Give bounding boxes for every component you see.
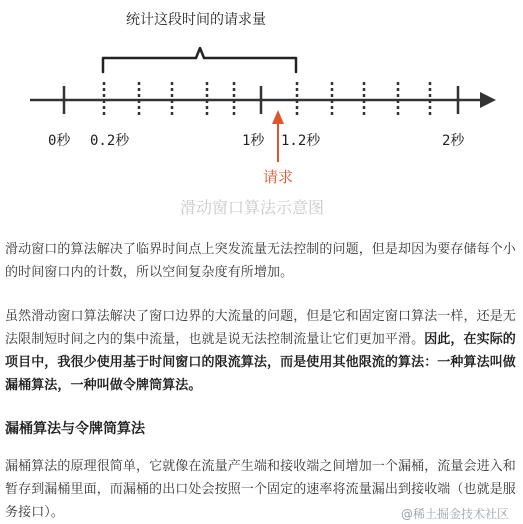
request-label: 请求: [262, 168, 294, 186]
tick-label-1s: 1秒: [242, 133, 265, 149]
paragraph-sliding-window-summary: 滑动窗口的算法解决了临界时间点上突发流量无法控制的问题，但是却因为要存储每个小的时间窗口内的计数，所以空间复杂度有所增加。: [5, 242, 516, 280]
tick-label-1.2s: 1.2秒: [281, 133, 321, 149]
tick-label-0s: 0秒: [48, 133, 71, 149]
figure-caption: 滑动窗口算法示意图: [179, 198, 325, 217]
paragraph-bold-text: 因此，在实际的项目中，我很少使用基于时间窗口的限流算法，而是使用其他限流的算法：一种算法叫做漏桶算法，一种叫做令牌筒算法。: [5, 332, 516, 393]
request-arrow-head: [272, 110, 284, 124]
paragraph-leaky-bucket: 漏桶算法的原理很简单，它就像在流量产生端和接收端之间增加一个漏桶，流量会进入和暂存到漏桶里面，而漏桶的出口处会按照一个固定的速率将流量漏出到接收端（也就是服务接口）。: [5, 459, 516, 520]
axis-arrowhead: [480, 92, 496, 108]
tick-label-0.2s: 0.2秒: [90, 133, 130, 149]
paragraph-plain-text: 虽然滑动窗口算法解决了窗口边界的大流量的问题，但是它和固定窗口算法一样，还是无法限制短时间之内的集中流量，也就是说无法控制流量让它们更加平滑。: [5, 309, 516, 347]
watermark: @稀土掘金技术社区: [400, 507, 509, 521]
paragraph-sliding-window-limitations: [5, 305, 517, 397]
tick-label-2s: 2秒: [442, 133, 465, 149]
window-bracket: [103, 48, 296, 72]
section-heading: 漏桶算法与令牌筒算法: [5, 421, 145, 437]
sliding-window-diagram: [0, 0, 523, 228]
bracket-label: 统计这段时间的请求量: [126, 12, 266, 28]
